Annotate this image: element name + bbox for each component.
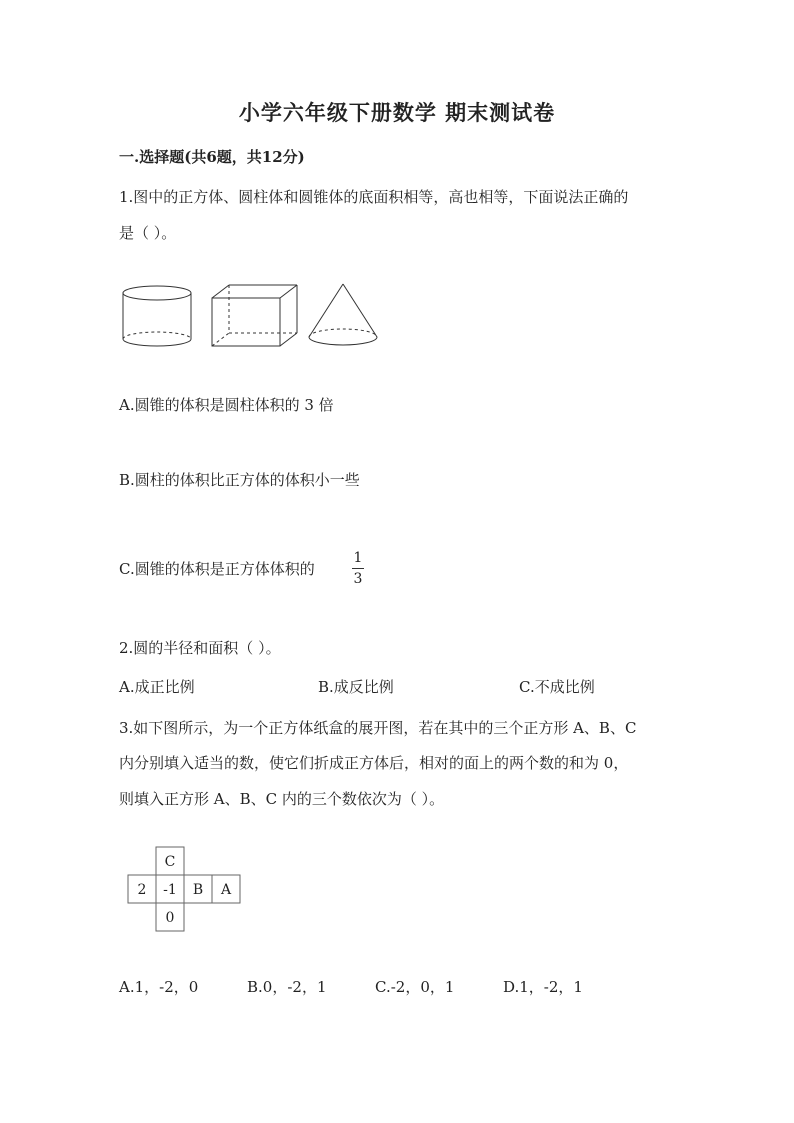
q1-option-a[interactable]: A.圆锥的体积是圆柱体积的 3 倍 — [119, 396, 334, 414]
cube-shape — [212, 285, 297, 346]
fraction-one-third — [350, 551, 366, 586]
cone-shape — [309, 284, 377, 345]
q3-option-a[interactable]: A.1，-2，0 — [119, 978, 199, 996]
q3-option-c[interactable]: C.-2，0，1 — [375, 978, 455, 996]
solids-figure — [118, 282, 380, 350]
q3-text-line2: 内分别填入适当的数，使它们折成正方体后，相对的面上的两个数的和为 0， — [119, 754, 629, 772]
q2-text: 2.圆的半径和面积（ ）。 — [119, 639, 281, 657]
q3-option-d[interactable]: D.1，-2，1 — [503, 978, 583, 996]
net-cell-c: C — [164, 854, 176, 870]
page-title: 小学六年级下册数学 期末测试卷 — [238, 100, 556, 125]
q2-option-c[interactable]: C.不成比例 — [519, 678, 595, 696]
fraction-denominator: 3 — [353, 571, 363, 587]
q1-text-line1: 1.图中的正方体、圆柱体和圆锥体的底面积相等，高也相等，下面说法正确的 — [119, 188, 629, 206]
q3-text-line3: 则填入正方形 A、B、C 内的三个数依次为（ ）。 — [119, 790, 445, 808]
q1-text-line2: 是（ ）。 — [119, 224, 177, 242]
section-heading: 一.选择题(共6题，共12分) — [119, 148, 305, 166]
net-cell-center: -1 — [163, 882, 177, 898]
fraction-numerator: 1 — [353, 550, 363, 566]
q1-option-b[interactable]: B.圆柱的体积比正方体的体积小一些 — [119, 471, 360, 489]
net-cell-left: 2 — [137, 882, 147, 898]
q2-option-b[interactable]: B.成反比例 — [318, 678, 394, 696]
q1-option-c[interactable]: C.圆锥的体积是正方体体积的 — [119, 560, 315, 578]
net-cell-a: A — [220, 882, 232, 898]
q3-option-b[interactable]: B.0，-2，1 — [247, 978, 327, 996]
q3-text-line1: 3.如下图所示，为一个正方体纸盒的展开图，若在其中的三个正方形 A、B、C — [119, 719, 637, 737]
net-cell-bottom: 0 — [165, 910, 175, 926]
cylinder-shape — [123, 286, 191, 346]
cube-net-figure — [126, 846, 242, 932]
net-cell-b: B — [192, 882, 204, 898]
q2-option-a[interactable]: A.成正比例 — [119, 678, 195, 696]
